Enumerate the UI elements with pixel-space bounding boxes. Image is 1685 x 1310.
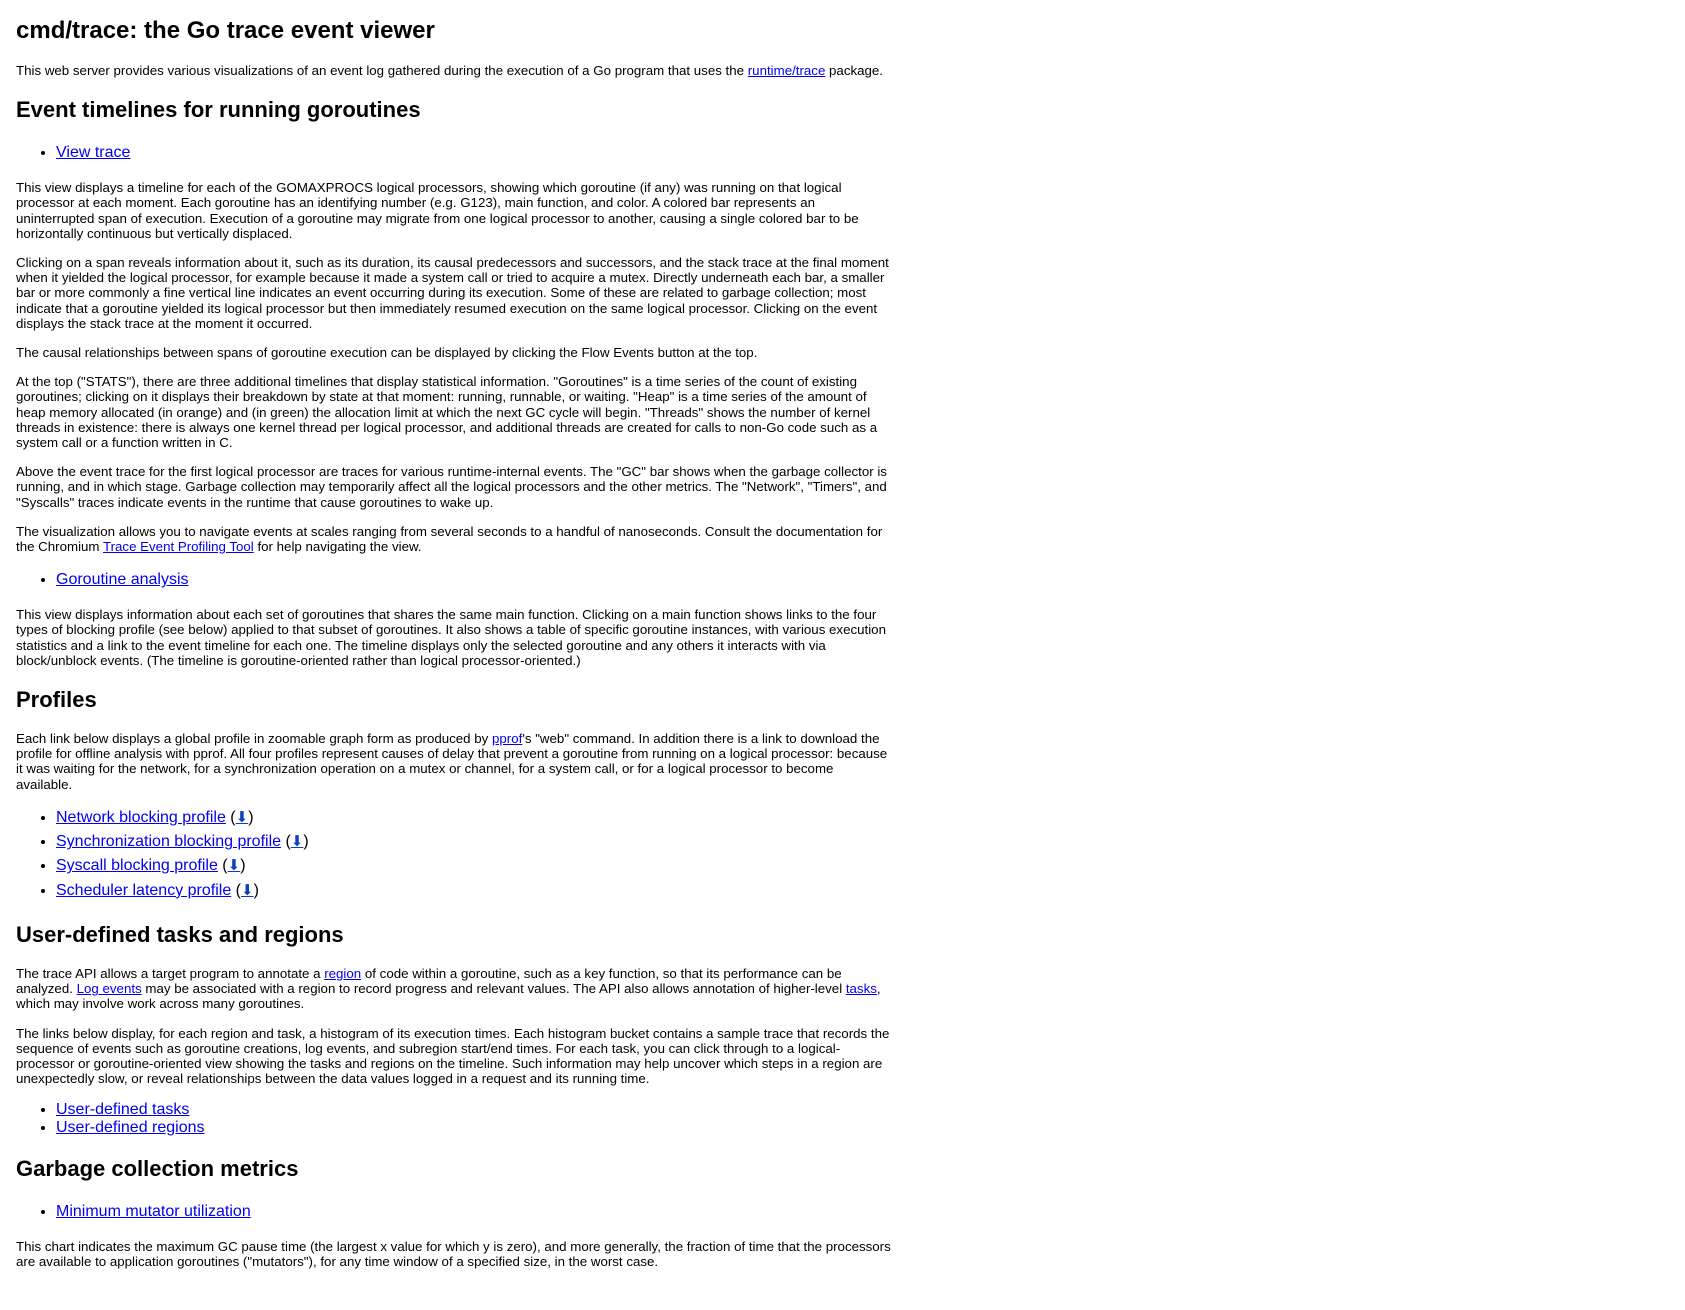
page-content: [16, 0, 891, 1284]
timelines-paragraph-1: This view displays a timeline for each of the GOMAXPROCS logical processors, showing which goroutine (if any) was running on that logical processor at each moment. Each goroutine has an identifying number (e.g. G123), main function, and color. A colored bar represents an uninterrupted span of execution. Execution of a goroutine may migrate from one logical processor to another, causing a single colored bar to be horizontally continuous but vertically displaced.: [16, 180, 859, 241]
goroutine-analysis-paragraph: This view displays information about each set of goroutines that shares the same main function. Clicking on a main function shows links to the four types of blocking profile (see below) applied to that subset of goroutines. It also shows a table of specific goroutine instances, with various execution statistics and a link to the event timeline for each one. The timeline displays only the selected goroutine and any others it interacts with via block/unblock events. (The timeline is goroutine-oriented rather than logical processor-oriented.): [16, 607, 886, 668]
list-item: • Synchronization blocking profile (⬇): [56, 830, 891, 854]
goroutine-analysis-link[interactable]: Goroutine analysis: [56, 571, 189, 589]
network-blocking-profile-link[interactable]: Network blocking profile: [56, 808, 226, 826]
timelines-paragraph-5: Above the event trace for the first logical processor are traces for various runtime-internal events. The "GC" bar shows when the garbage collector is running, and in which stage. Garbage collection may temporarily affect all the logical processors and the other metrics. The "Network", "Timers", and "Syscalls" traces indicate events in the runtime that cause goroutines to wake up.: [16, 464, 887, 510]
gc-metrics-paragraph: This chart indicates the maximum GC pause time (the largest x value for which y is zero), and more generally, the fraction of time that the processors are available to application goroutines ("mutators"), for any time window of a specified size, in the worst case.: [16, 1239, 891, 1270]
timelines-heading: Event timelines for running goroutines: [16, 97, 421, 123]
intro-text-end: package.: [825, 63, 884, 78]
user-defined-paragraph-2: The links below display, for each region and task, a histogram of its execution times. Each histogram bucket contains a sample trace that records the sequence of events such as goroutine creations, log events, and subregion start/end times. For each task, you can click through to a logical-processor or goroutine-oriented view showing the tasks and regions on the timeline. Such information may help uncover which steps in a region are unexpectedly slow, or reveal relationships between the data values logged in a request and its running time.: [16, 1025, 890, 1087]
paragraph-text: 's "web" command. In addition there is a link to download the profile for offline analysis with pprof. All four profiles represent causes of delay that prevent a goroutine from running on a logical processor: because it was waiting for the network, for a synchronization operation on a mutex or channel, for a system call, or for a logical processor to become available.: [16, 731, 888, 792]
syscall-blocking-profile-link[interactable]: Syscall blocking profile: [56, 857, 218, 875]
profiles-list: [16, 806, 891, 903]
scheduler-latency-profile-link[interactable]: Scheduler latency profile: [56, 881, 232, 899]
paragraph-text: Each link below displays a global profile in zoomable graph form as produced by: [16, 731, 493, 747]
intro-paragraph: [16, 63, 891, 78]
minimum-mutator-utilization-link[interactable]: Minimum mutator utilization: [56, 1203, 251, 1221]
page-title: cmd/trace: the Go trace event viewer: [16, 17, 435, 44]
paragraph-text: , which may involve work across many goroutines.: [16, 981, 881, 1012]
paragraph-text: may be associated with a region to record progress and relevant values. The API also allows annotation of higher-level: [141, 981, 846, 997]
user-defined-list: [16, 1101, 891, 1138]
intro-text: This web server provides various visualizations of an event log gathered during the execution of a Go program that uses the: [16, 63, 748, 78]
download-icon[interactable]: ⬇: [227, 857, 241, 875]
user-defined-regions-link[interactable]: User-defined regions: [56, 1118, 205, 1136]
tasks-link[interactable]: tasks: [845, 981, 877, 997]
download-icon[interactable]: ⬇: [241, 881, 254, 899]
timelines-paragraph-2: Clicking on a span reveals information about it, such as its duration, its causal predecessors and successors, and the stack trace at the final moment when it yielded the logical processor, for example because it made a system call or tried to acquire a mutex. Directly underneath each bar, a smaller bar or more commonly a fine vertical line indicates an event occurring during its execution. Some of these are related to garbage collection; most indicate that a goroutine yielded its logical processor but then immediately resumed execution on the same logical processor. Clicking on the event displays the stack trace at the moment it occurred.: [16, 255, 889, 331]
log-events-link[interactable]: Log events: [76, 981, 142, 997]
download-icon[interactable]: ⬇: [290, 833, 304, 851]
profiles-paragraph: [16, 731, 891, 792]
paragraph-text: of code within a goroutine, such as a key function, so that its performance can be analyzed.: [16, 966, 842, 997]
view-trace-list: [16, 141, 891, 165]
timelines-paragraph-6: [16, 524, 891, 554]
list-item: [56, 1119, 891, 1137]
user-defined-tasks-link[interactable]: User-defined tasks: [56, 1100, 190, 1118]
list-item: • Network blocking profile (⬇): [56, 806, 891, 830]
list-item: [56, 1200, 891, 1224]
paragraph-text: The visualization allows you to navigate events at scales ranging from several seconds to a handful of nanoseconds. Consult the documentation for the Chromium: [16, 523, 883, 555]
goroutine-analysis-list: [16, 568, 891, 592]
gc-metrics-list: [16, 1200, 891, 1224]
trace-event-profiling-tool-link[interactable]: Trace Event Profiling Tool: [102, 539, 254, 555]
paragraph-text: The trace API allows a target program to annotate a: [16, 966, 325, 982]
runtime-trace-link[interactable]: runtime/trace: [747, 63, 826, 78]
list-item: [56, 568, 891, 592]
user-defined-heading: User-defined tasks and regions: [16, 922, 344, 948]
user-defined-paragraph-1: [16, 966, 891, 1012]
list-item: [56, 141, 891, 165]
paragraph-text: for help navigating the view.: [253, 539, 422, 555]
pprof-link[interactable]: pprof: [492, 731, 523, 747]
view-trace-link[interactable]: View trace: [56, 144, 131, 162]
timelines-paragraph-3: The causal relationships between spans of goroutine execution can be displayed by clicking the Flow Events button at the top.: [16, 345, 758, 361]
gc-metrics-heading: Garbage collection metrics: [16, 1156, 299, 1182]
region-link[interactable]: region: [324, 966, 362, 982]
download-icon[interactable]: ⬇: [235, 808, 249, 826]
synchronization-blocking-profile-link[interactable]: Synchronization blocking profile: [56, 833, 282, 851]
list-item: [56, 1101, 891, 1119]
profiles-heading: Profiles: [16, 687, 97, 713]
list-item: • Scheduler latency profile (⬇): [56, 879, 891, 903]
timelines-paragraph-4: At the top ("STATS"), there are three additional timelines that display statistical information. "Goroutines" is a time series of the count of existing goroutines; clicking on it displays their breakdown by state at that moment: running, runnable, or waiting. "Heap" is a time series of the amount of heap memory allocated (in orange) and (in green) the allocation limit at which the next GC cycle will begin. "Threads" shows the number of kernel threads in existence: there is always one kernel thread per logical processor, and additional threads are created for calls to non-Go code such as a system call or a function written in C.: [16, 374, 878, 451]
list-item: • Syscall blocking profile (⬇): [56, 854, 891, 878]
